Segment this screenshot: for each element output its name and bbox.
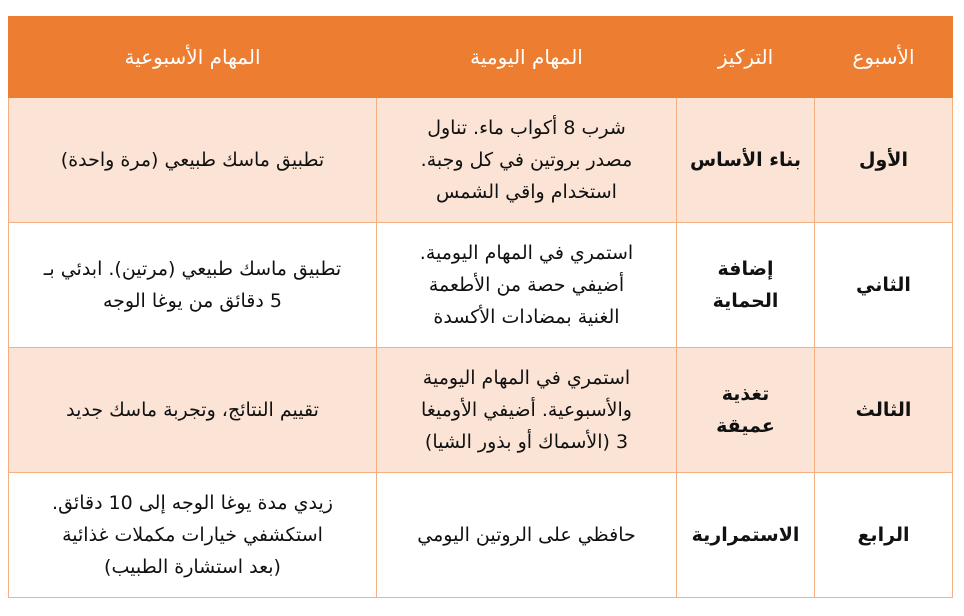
- weekly-tasks-cell: زيدي مدة يوغا الوجه إلى 10 دقائق. استكشفي خيارات مكملات غذائية (بعد استشارة الطبيب): [9, 473, 377, 598]
- weekly-tasks-cell: تطبيق ماسك طبيعي (مرة واحدة): [9, 98, 377, 223]
- weekly-tasks-cell: تطبيق ماسك طبيعي (مرتين). ابدئي بـ 5 دقائق من يوغا الوجه: [9, 223, 377, 348]
- table-header: [9, 17, 953, 98]
- header-weekly-tasks: المهام الأسبوعية: [9, 17, 377, 98]
- weekly-tasks-cell: تقييم النتائج، وتجربة ماسك جديد: [9, 348, 377, 473]
- focus-cell: الاستمرارية: [677, 473, 815, 598]
- week-cell: الأول: [815, 98, 953, 223]
- focus-cell: إضافة الحماية: [677, 223, 815, 348]
- daily-tasks-cell: استمري في المهام اليومية. أضيفي حصة من الأطعمة الغنية بمضادات الأكسدة: [377, 223, 677, 348]
- weekly-plan-table: [8, 16, 953, 598]
- focus-cell: تغذية عميقة: [677, 348, 815, 473]
- table-row: [9, 223, 953, 348]
- table-row: [9, 98, 953, 223]
- header-focus: التركيز: [677, 17, 815, 98]
- week-cell: الثالث: [815, 348, 953, 473]
- daily-tasks-cell: شرب 8 أكواب ماء. تناول مصدر بروتين في كل وجبة. استخدام واقي الشمس: [377, 98, 677, 223]
- table-row: [9, 348, 953, 473]
- table-body: [9, 98, 953, 598]
- week-cell: الرابع: [815, 473, 953, 598]
- week-cell: الثاني: [815, 223, 953, 348]
- header-row: [9, 17, 953, 98]
- daily-tasks-cell: حافظي على الروتين اليومي: [377, 473, 677, 598]
- daily-tasks-cell: استمري في المهام اليومية والأسبوعية. أضيفي الأوميغا 3 (الأسماك أو بذور الشيا): [377, 348, 677, 473]
- focus-cell: بناء الأساس: [677, 98, 815, 223]
- header-week: الأسبوع: [815, 17, 953, 98]
- header-daily-tasks: المهام اليومية: [377, 17, 677, 98]
- table-row: [9, 473, 953, 598]
